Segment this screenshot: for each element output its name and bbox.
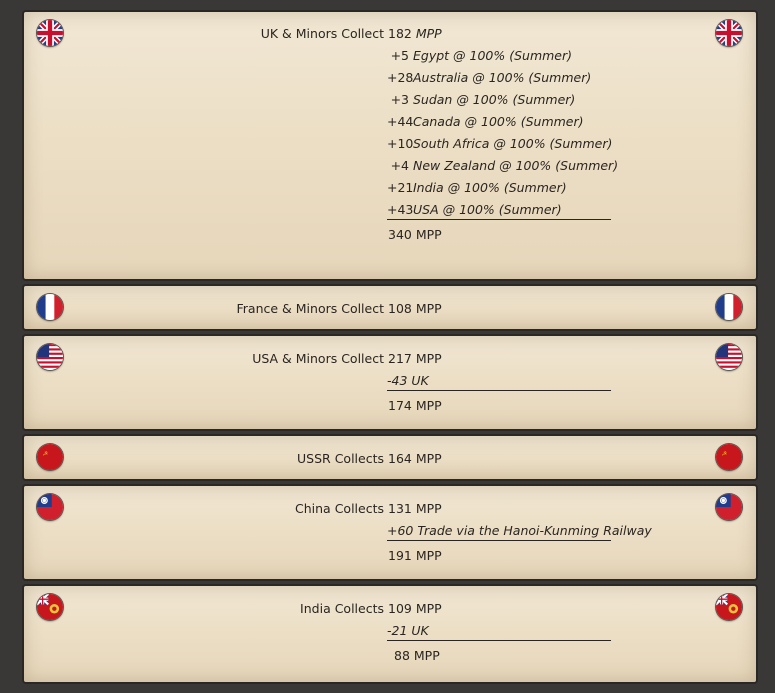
income-line-value: +44 [387, 114, 414, 129]
income-line-label: New Zealand @ 100% (Summer) [412, 158, 619, 173]
ussr-collect-amount: 164 MPP [388, 451, 442, 466]
france-flag-icon [716, 294, 742, 320]
income-line-usa [387, 202, 562, 217]
income-line-uk-transfer: -21 UK [387, 623, 429, 638]
uk-amount-value: 182 [388, 26, 412, 41]
india-flag-icon [716, 594, 742, 620]
india-collect-title: India Collects [300, 601, 384, 616]
income-line-uk-transfer: -43 UK [387, 373, 429, 388]
income-line-india [387, 180, 567, 195]
usa-panel [24, 336, 756, 429]
income-line-value: +5 [390, 48, 409, 63]
income-line-label: USA @ 100% (Summer) [412, 202, 562, 217]
china-collect-amount: 131 MPP [388, 501, 442, 516]
income-line-sudan [387, 92, 575, 107]
sum-divider [387, 390, 611, 391]
income-line-egypt [387, 48, 572, 63]
income-line-label: Australia @ 100% (Summer) [412, 70, 592, 85]
sum-divider [387, 640, 611, 641]
usa-flag-icon [716, 344, 742, 370]
income-line-railway-trade: +60 Trade via the Hanoi-Kunming Railway [387, 523, 652, 538]
income-line-value: +4 [390, 158, 409, 173]
china-flag-icon [37, 494, 63, 520]
svg-text:☭: ☭ [42, 450, 49, 458]
uk-panel [24, 12, 756, 279]
ussr-flag-icon [716, 444, 742, 470]
china-collect-title: China Collects [295, 501, 384, 516]
uk-collect-amount [388, 26, 442, 41]
income-line-south-africa [387, 136, 612, 151]
usa-total: 174 MPP [388, 398, 442, 413]
india-panel [24, 586, 756, 682]
uk-collect-title: UK & Minors Collect [260, 26, 384, 41]
income-line-label: Canada @ 100% (Summer) [412, 114, 584, 129]
india-collect-amount: 109 MPP [388, 601, 442, 616]
income-line-value: +3 [390, 92, 409, 107]
sum-divider [387, 540, 611, 541]
income-line-label: Egypt @ 100% (Summer) [412, 48, 572, 63]
income-line-label: India @ 100% (Summer) [412, 180, 567, 195]
uk-flag-icon [37, 20, 63, 46]
ussr-panel [24, 436, 756, 479]
usa-flag-icon [37, 344, 63, 370]
usa-collect-amount: 217 MPP [388, 351, 442, 366]
usa-collect-title: USA & Minors Collect [252, 351, 384, 366]
income-line-value: +28 [387, 70, 414, 85]
ussr-collect-title: USSR Collects [297, 451, 384, 466]
china-flag-icon [716, 494, 742, 520]
france-flag-icon [37, 294, 63, 320]
india-flag-icon [37, 594, 63, 620]
sum-divider [387, 219, 611, 220]
france-collect-amount: 108 MPP [388, 301, 442, 316]
income-line-value: +10 [387, 136, 414, 151]
svg-text:☭: ☭ [721, 450, 728, 458]
income-line-value: +43 [387, 202, 414, 217]
uk-amount-unit: MPP [415, 26, 442, 41]
income-line-value: +21 [387, 180, 414, 195]
uk-total: 340 MPP [388, 227, 442, 242]
income-line-label: Sudan @ 100% (Summer) [412, 92, 576, 107]
india-total: 88 MPP [394, 648, 440, 663]
income-line-new-zealand [387, 158, 618, 173]
china-panel [24, 486, 756, 579]
france-panel [24, 286, 756, 329]
income-line-canada [387, 114, 584, 129]
uk-flag-icon [716, 20, 742, 46]
income-line-label: South Africa @ 100% (Summer) [412, 136, 613, 151]
ussr-flag-icon [37, 444, 63, 470]
france-collect-title: France & Minors Collect [236, 301, 384, 316]
income-line-australia [387, 70, 591, 85]
china-total: 191 MPP [388, 548, 442, 563]
